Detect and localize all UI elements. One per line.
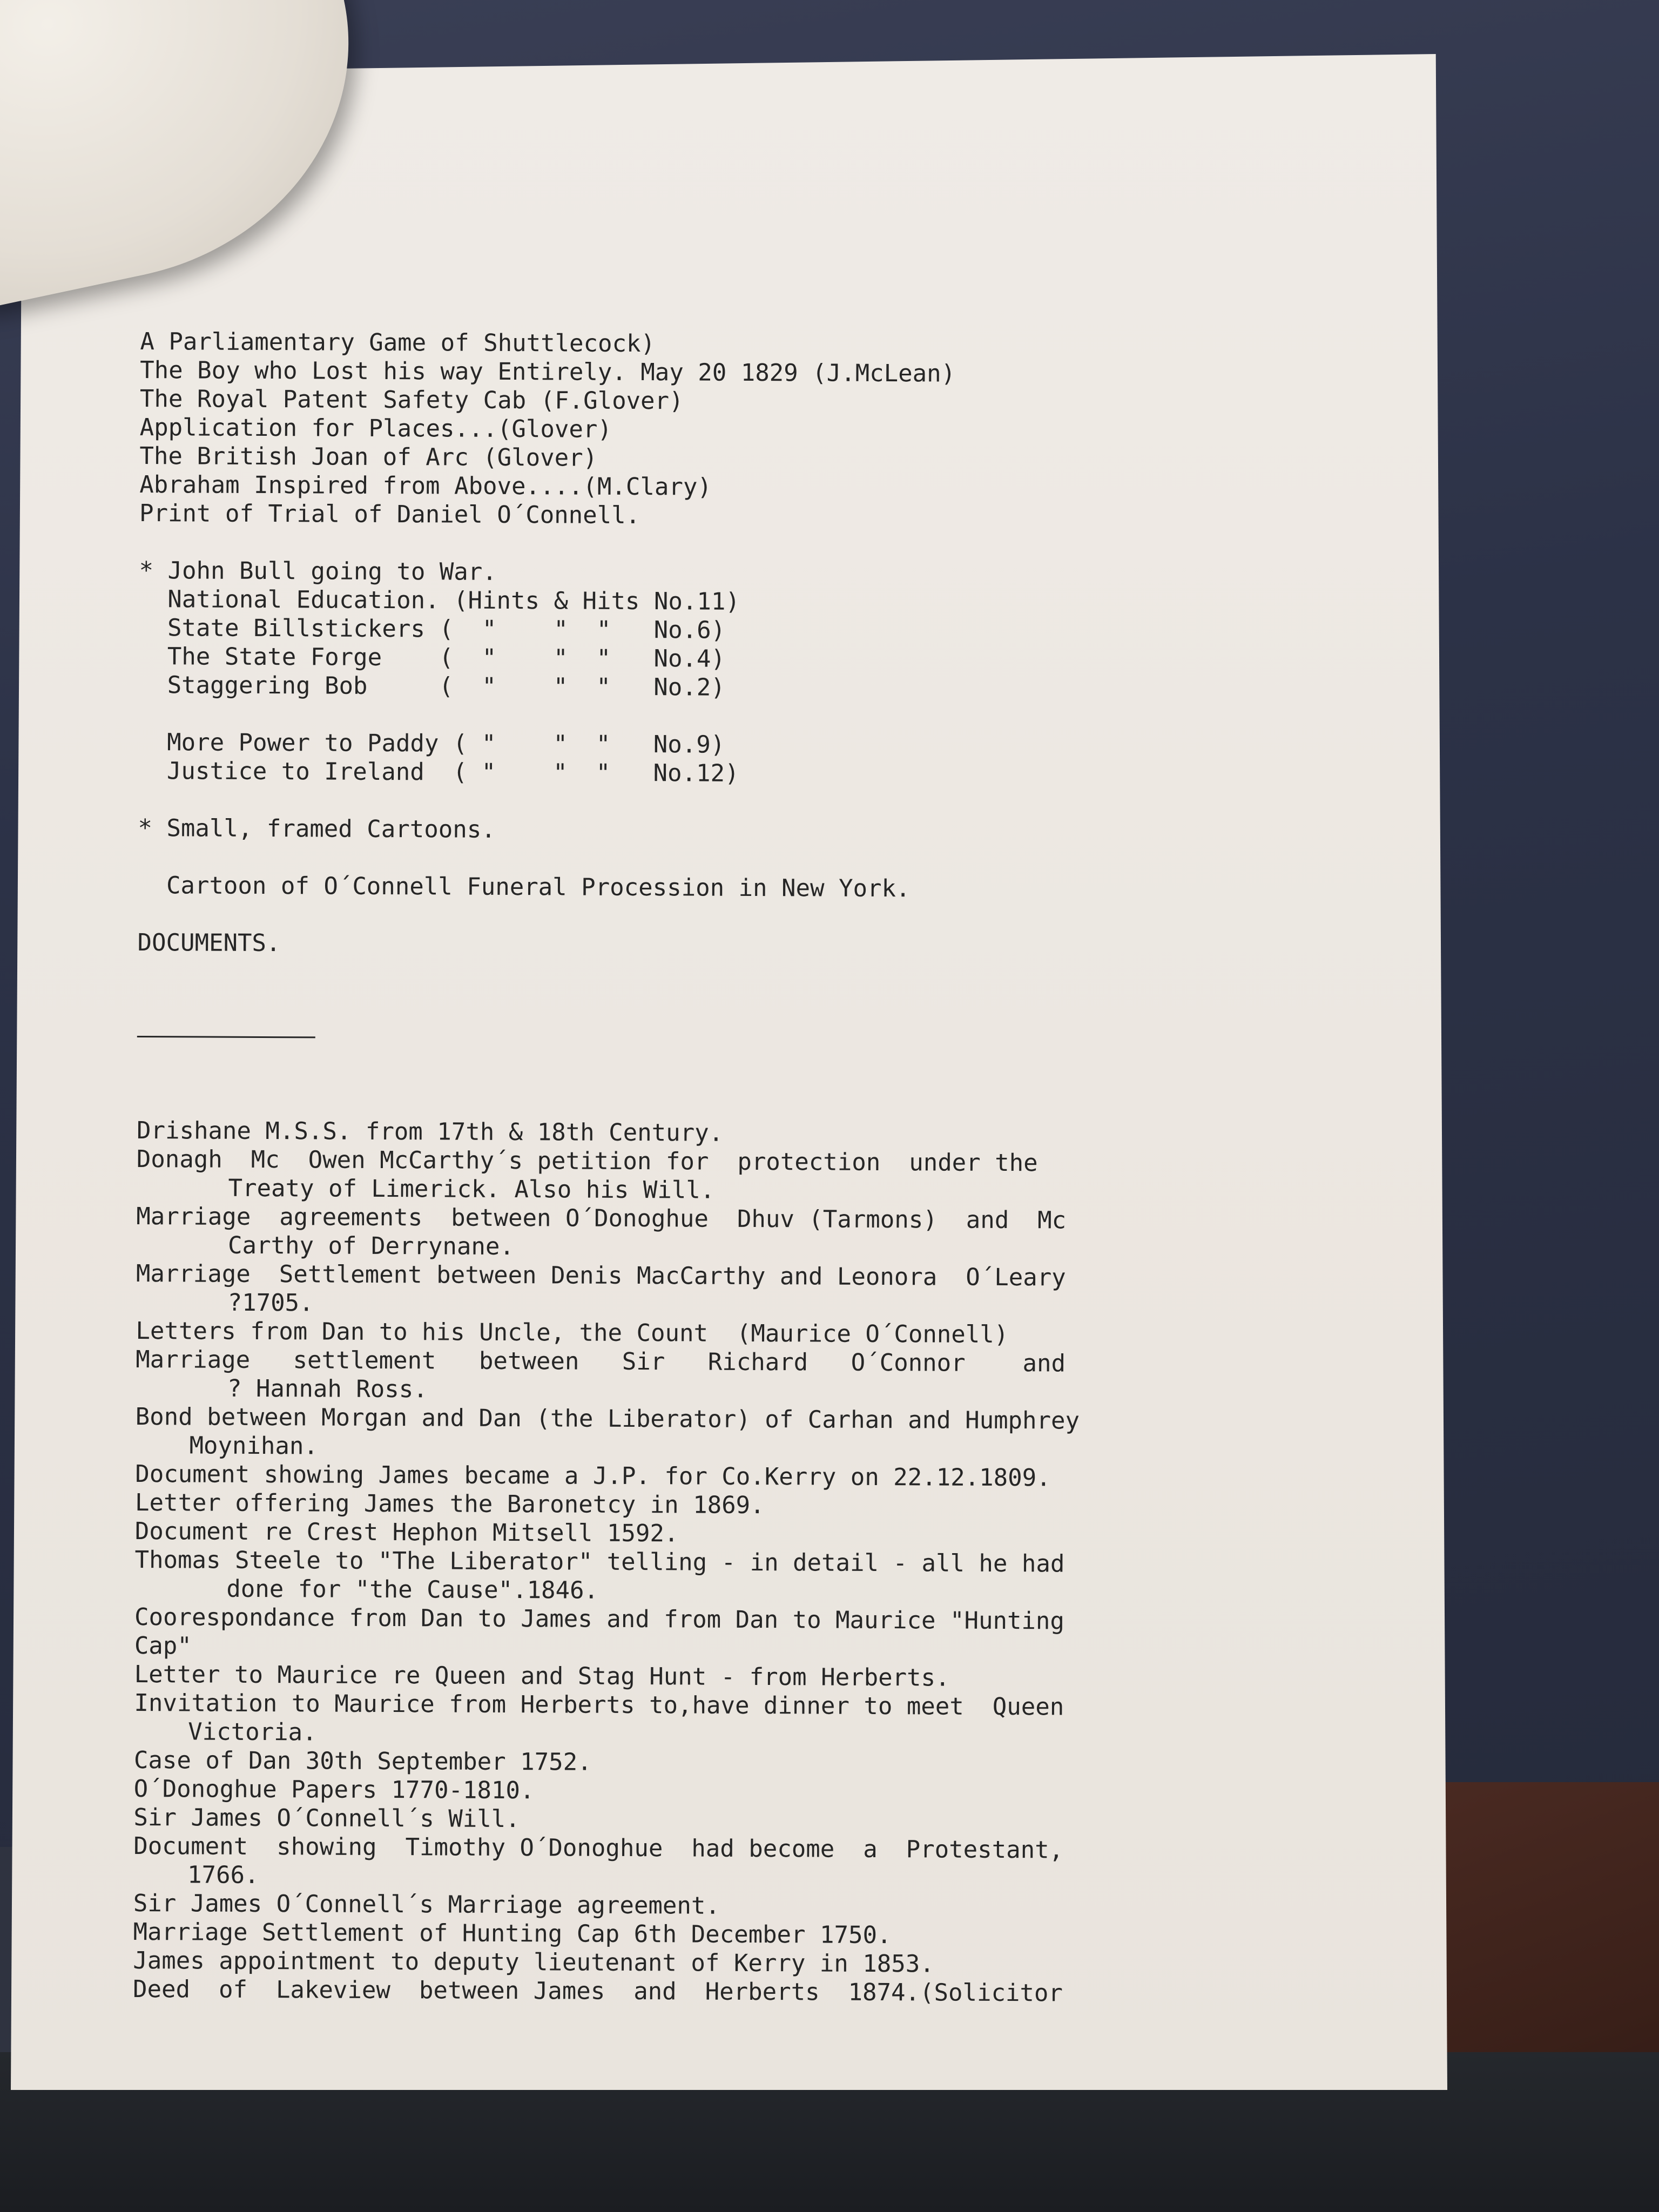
document-entry: Document showing Timothy O´Donoghue had become a Protestant, xyxy=(133,1832,1064,1864)
document-entry: Marriage settlement between Sir Richard O´Connor and xyxy=(136,1345,1066,1378)
blank-line xyxy=(138,785,1326,819)
document-entry: Donagh Mc Owen McCarthy´s petition for protection under the xyxy=(136,1145,1038,1177)
document-entry: Document showing James became a J.P. for Co.Kerry on 22.12.1809. xyxy=(135,1460,1051,1492)
text-line: Staggering Bob ( " " " No.2) xyxy=(138,671,725,702)
documents-list xyxy=(133,1116,1325,2009)
document-entry: 1766. xyxy=(187,1861,259,1889)
text-line: Print of Trial of Daniel O´Connell. xyxy=(139,499,640,530)
document-entry: O´Donoghue Papers 1770-1810. xyxy=(133,1775,535,1805)
document-entry: ? Hannah Ross. xyxy=(227,1374,428,1404)
document-text xyxy=(133,270,1328,2038)
text-line: The Boy who Lost his way Entirely. May 20 1829 (J.McLean) xyxy=(140,356,956,388)
cartoon-list xyxy=(137,327,1328,962)
document-entry: Thomas Steele to "The Liberator" telling - in detail - all he had xyxy=(134,1546,1065,1578)
document-entry: Deed of Lakeview between James and Herberts 1874.(Solicitor xyxy=(132,1975,1063,2007)
text-line: DOCUMENTS. xyxy=(137,928,281,957)
text-line: * Small, framed Cartoons. xyxy=(138,814,496,844)
blank-line xyxy=(138,900,1326,934)
blank-line xyxy=(138,842,1326,876)
document-entry: Sir James O´Connell´s Marriage agreement. xyxy=(133,1889,720,1920)
document-entry: Marriage Settlement between Denis MacCarthy and Leonora O´Leary xyxy=(136,1259,1066,1292)
document-entry: Marriage Settlement of Hunting Cap 6th December 1750. xyxy=(133,1918,892,1950)
document-entry: Letters from Dan to his Uncle, the Count (Maurice O´Connell) xyxy=(136,1317,1009,1349)
text-line: The State Forge ( " " " No.4) xyxy=(138,642,726,673)
text-line: State Billstickers ( " " " No.6) xyxy=(138,613,726,644)
document-entry: Document re Crest Hephon Mitsell 1592. xyxy=(134,1517,679,1548)
document-entry: Victoria. xyxy=(188,1718,317,1746)
document-entry: Invitation to Maurice from Herberts to,have dinner to meet Queen xyxy=(134,1689,1064,1721)
blank-line xyxy=(138,699,1326,733)
document-entry: Moynihan. xyxy=(189,1432,319,1460)
document-entry: Cap" xyxy=(134,1631,192,1660)
text-line: The British Joan of Arc (Glover) xyxy=(139,442,598,472)
text-line: Justice to Ireland ( " " " No.12) xyxy=(138,757,739,787)
text-line: Application for Places...(Glover) xyxy=(139,413,612,443)
document-entry: Marriage agreements between O´Donoghue Dhuv (Tarmons) and Mc xyxy=(136,1202,1067,1235)
document-entry: Letter offering James the Baronetcy in 1869. xyxy=(134,1488,765,1520)
document-entry: Carthy of Derrynane. xyxy=(228,1231,515,1261)
text-line: * John Bull going to War. xyxy=(139,556,497,586)
document-entry: Coorespondance from Dan to James and from Dan to Maurice "Hunting xyxy=(134,1603,1065,1635)
text-line: National Education. (Hints & Hits No.11) xyxy=(139,585,740,616)
document-entry: Case of Dan 30th September 1752. xyxy=(133,1746,592,1776)
document-entry: Drishane M.S.S. from 17th & 18th Century. xyxy=(136,1116,724,1147)
document-entry: Sir James O´Connell´s Will. xyxy=(133,1803,520,1833)
document-entry: Bond between Morgan and Dan (the Liberator) of Carhan and Humphrey xyxy=(135,1402,1080,1435)
text-line: The Royal Patent Safety Cab (F.Glover) xyxy=(139,385,684,415)
document-entry: done for "the Cause".1846. xyxy=(226,1575,599,1604)
document-entry: Letter to Maurice re Queen and Stag Hunt - from Herberts. xyxy=(134,1660,950,1692)
document-entry: ?1705. xyxy=(227,1289,314,1317)
text-line: Cartoon of O´Connell Funeral Procession in New York. xyxy=(137,871,911,903)
heading-underline xyxy=(137,1020,315,1038)
text-line: Abraham Inspired from Above....(M.Clary) xyxy=(139,470,712,501)
text-line: A Parliamentary Game of Shuttlecock) xyxy=(140,327,656,358)
blank-line xyxy=(139,528,1327,562)
text-line: More Power to Paddy ( " " " No.9) xyxy=(138,728,725,759)
document-entry: Treaty of Limerick. Also his Will. xyxy=(228,1174,715,1204)
document-entry: James appointment to deputy lieutenant of Kerry in 1853. xyxy=(133,1946,934,1978)
